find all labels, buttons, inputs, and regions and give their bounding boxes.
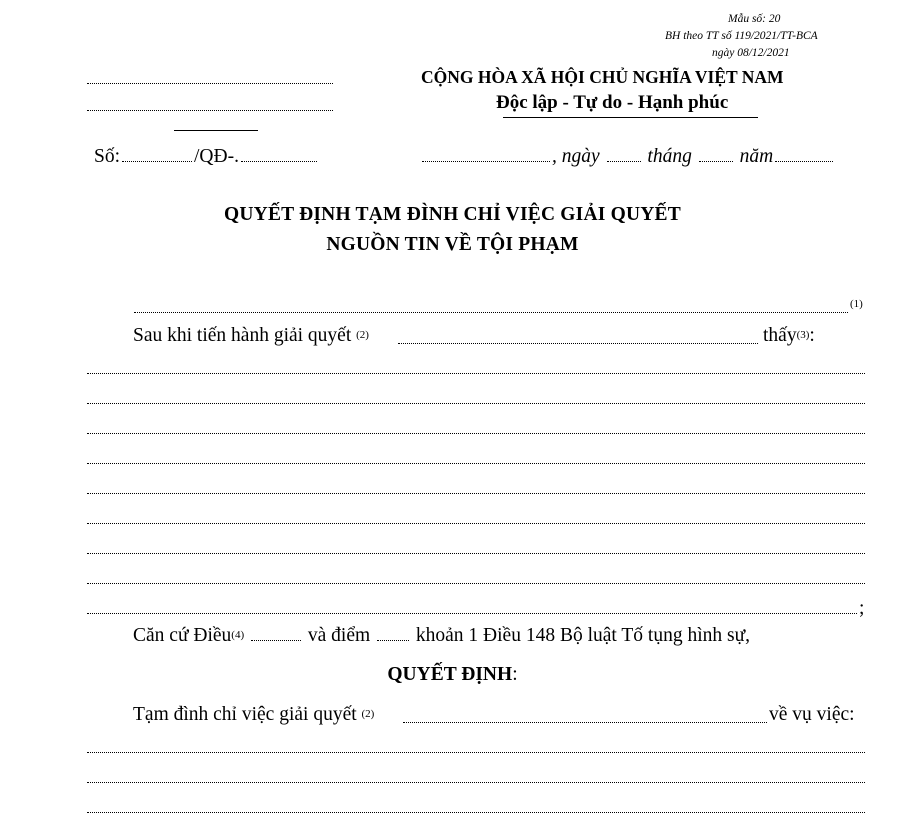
decision-heading-row: [0, 664, 905, 686]
form-number: Mẫu số: 20: [728, 13, 781, 25]
after-resolving-label: [133, 325, 369, 347]
content-line-6[interactable]: [87, 523, 865, 524]
note-4: (4): [231, 629, 245, 641]
point-field[interactable]: [377, 639, 409, 641]
note-2: (2): [356, 329, 369, 341]
decision-suffix-field[interactable]: [241, 160, 317, 162]
article-field[interactable]: [251, 639, 301, 641]
note-1: (1): [850, 298, 863, 310]
content-line-2[interactable]: [87, 403, 865, 404]
case-line-2[interactable]: [87, 782, 865, 783]
agency-line-2[interactable]: [87, 110, 333, 111]
document-title-line-1: QUYẾT ĐỊNH TẠM ĐÌNH CHỈ VIỆC GIẢI QUYẾT: [224, 204, 681, 225]
motto-underline: [503, 117, 758, 118]
content-line-1[interactable]: [87, 373, 865, 374]
case-line-3[interactable]: [87, 812, 865, 813]
agency-line-1[interactable]: [87, 83, 333, 84]
content-line-9[interactable]: [87, 613, 857, 614]
decision-colon: :: [512, 664, 518, 685]
authority-field[interactable]: [134, 312, 848, 313]
based-on-article: Căn cứ Điều: [133, 625, 232, 646]
found-label: [763, 325, 815, 347]
agency-underline: [174, 130, 258, 131]
day-field[interactable]: [607, 160, 641, 162]
number-field[interactable]: [122, 160, 192, 162]
form-date: ngày 08/12/2021: [712, 47, 790, 59]
found-colon: :: [809, 325, 815, 346]
legal-basis-row: [133, 625, 750, 647]
document-title-line-2: NGUỒN TIN VỀ TỘI PHẠM: [326, 234, 579, 255]
found-text: thấy: [763, 325, 797, 346]
day-label: ngày: [561, 146, 600, 167]
place-field[interactable]: [422, 160, 550, 162]
and-point: và điểm: [307, 625, 371, 646]
suspend-text: Tạm đình chỉ việc giải quyết: [133, 704, 357, 725]
resolving-subject-field[interactable]: [398, 343, 758, 344]
content-line-5[interactable]: [87, 493, 865, 494]
year-field[interactable]: [775, 160, 833, 162]
note-2b: (2): [361, 708, 375, 720]
suspend-label: [133, 704, 374, 726]
form-issued-by: BH theo TT số 119/2021/TT-BCA: [665, 30, 818, 42]
decision-code: /QĐ-.: [194, 146, 239, 167]
note-3: (3): [796, 329, 810, 341]
country-name: CỘNG HÒA XÃ HỘI CHỦ NGHĨA VIỆT NAM: [421, 67, 784, 87]
ref-number-row: [94, 146, 319, 168]
content-line-3[interactable]: [87, 433, 865, 434]
content-line-4[interactable]: [87, 463, 865, 464]
content-line-8[interactable]: [87, 583, 865, 584]
month-label: tháng: [647, 146, 692, 167]
case-line-1[interactable]: [87, 752, 865, 753]
national-motto: Độc lập - Tự do - Hạnh phúc: [496, 92, 729, 113]
content-line-7[interactable]: [87, 553, 865, 554]
date-comma: ,: [552, 146, 557, 167]
number-label: Số:: [94, 146, 121, 167]
date-row: [420, 146, 835, 168]
about-case-label: về vụ việc:: [769, 704, 855, 725]
clause-text: khoản 1 Điều 148 Bộ luật Tố tụng hình sự,: [415, 625, 751, 646]
after-resolving-text: Sau khi tiến hành giải quyết: [133, 325, 352, 346]
suspend-subject-field[interactable]: [403, 722, 767, 723]
year-label: năm: [739, 146, 774, 167]
content-semicolon: ;: [859, 598, 865, 619]
decision-heading: QUYẾT ĐỊNH: [387, 664, 513, 685]
month-field[interactable]: [699, 160, 733, 162]
